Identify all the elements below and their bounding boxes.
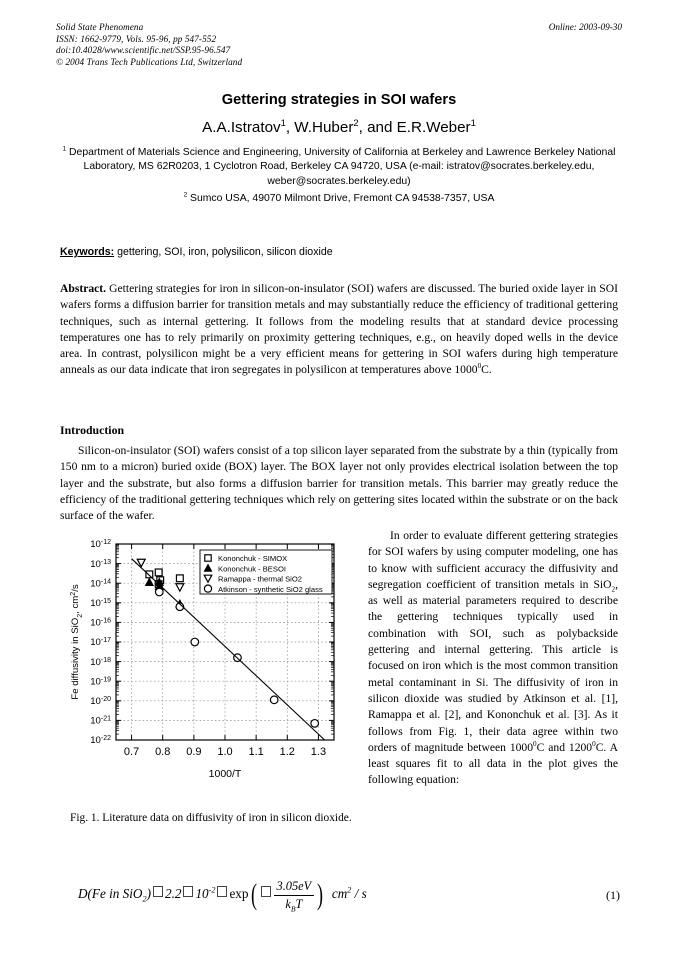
equation-lhs: D(Fe in SiO$_2$)	[78, 886, 151, 904]
data-point-marker	[155, 569, 162, 576]
equation-paren-open: (	[250, 878, 257, 911]
running-head	[56, 22, 622, 68]
equation-number: (1)	[606, 888, 620, 902]
missing-glyph-times	[183, 886, 193, 897]
y-tick-label: $10^{-20}$	[90, 695, 111, 707]
missing-glyph-times-2	[217, 886, 227, 897]
equation-units: $cm^2$ / s	[331, 885, 367, 902]
equation-power: $10^{-2}$	[195, 885, 216, 902]
page-title: Gettering strategies in SOI wafers	[221, 92, 457, 108]
equation-coefficient: 2.2	[164, 886, 182, 902]
affiliation-2: $^2$ Sumco USA, 49070 Milmont Drive, Fremont CA 94538-7357, USA	[183, 191, 495, 204]
data-point-marker	[176, 575, 183, 582]
keywords-line	[60, 246, 620, 258]
intro-paragraph: Silicon-on-insulator (SOI) wafers consist of a top silicon layer separated from the substrate by a thin (typically from 150 nm to a micron) buried oxide (BOX) layer. The BOX layer not only provides electrical isolation between the top layer and the substrate, but also forms a diffusion barrier for transition metals. This barrier may greatly reduce the efficiency of the traditional gettering techniques which rely on gettering sites located within the substrate or on the back surface of the wafer.	[60, 444, 618, 523]
right-column-paragraph: In order to evaluate different gettering strategies for SOI wafers by using computer modeling, one has to know with sufficient accuracy the diffusivity and segregation coefficient of transition metals in SiO$_2$, as well as material parameters required to describe the gettering techniques typically used in combination with SOI, such as polybackside gettering and internal gettering. This article is focused on iron which is the most common transition metal contaminant in Si. The diffusivity of iron in silicon dioxide was studied by Atkinson et al. [1], Ramappa et al. [2], and Kononchuk et al. [3]. As it follows from Fig. 1, their data agree within two orders of magnitude between 1000$^0$C and 1200$^0$C. A least squares fit to all data in the plot gives the following equation:	[368, 529, 618, 787]
y-tick-label: $10^{-12}$	[90, 538, 111, 551]
equation-numerator: 3.05eV	[274, 879, 315, 896]
y-axis-label: Fe diffusivity in SiO$_2$, $cm^2/s$	[69, 584, 84, 700]
issn-line: ISSN: 1662-9779, Vols. 95-96, pp 547-552	[56, 33, 217, 44]
legend-marker	[205, 555, 211, 561]
online-date: Online: 2003-09-30	[548, 22, 622, 32]
running-head-left	[56, 22, 242, 68]
affiliation-1: $^1$ Department of Materials Science and Engineering, University of California at Berkeley and Lawrence Berkeley National Laboratory, MS 62R0203, 1 Cyclotron Road, Berkeley CA 94720, USA (e-mail: istratov@socrates.berkeley.edu, weber@socrates.berkeley.edu)	[62, 145, 616, 187]
y-tick-label: $10^{-17}$	[90, 636, 111, 649]
doi-line: doi:10.4028/www.scientific.net/SSP.95-96.547	[56, 45, 231, 56]
copyright-line: © 2004 Trans Tech Publications Ltd, Switzerland	[56, 56, 243, 67]
missing-glyph-minus	[261, 886, 271, 897]
x-tick-label: 0.8	[155, 746, 171, 758]
equation-1	[78, 878, 367, 912]
y-tick-label: $10^{-18}$	[90, 656, 111, 668]
missing-glyph-equals	[153, 886, 163, 897]
figure-1	[64, 534, 354, 807]
data-point-marker	[155, 588, 163, 596]
x-tick-label: 1.1	[248, 746, 264, 758]
x-tick-label: 1.2	[279, 746, 295, 758]
y-tick-label: $10^{-13}$	[90, 558, 111, 570]
y-tick-label: $10^{-15}$	[90, 597, 111, 609]
equation-exp: exp	[229, 886, 249, 902]
y-tick-label: $10^{-22}$	[90, 734, 111, 747]
keywords-value: gettering, SOI, iron, polysilicon, silicon dioxide	[114, 246, 333, 258]
legend-label: Ramappa - thermal SiO2	[218, 574, 302, 584]
journal-name: Solid State Phenomena	[56, 22, 144, 32]
diffusivity-plot	[64, 534, 354, 802]
abstract-label: Abstract.	[60, 282, 107, 295]
y-tick-label: $10^{-16}$	[90, 617, 111, 629]
y-tick-label: $10^{-21}$	[90, 715, 111, 727]
x-tick-label: 1.0	[217, 746, 233, 758]
data-point-marker	[270, 696, 278, 704]
equation-fraction	[274, 879, 315, 912]
author-list: A.A.Istratov$^1$, W.Huber$^2$, and E.R.Weber$^1$	[202, 116, 476, 136]
x-tick-label: 1.3	[310, 746, 327, 758]
data-point-marker	[191, 638, 199, 646]
x-axis-label: 1000/T	[208, 768, 242, 780]
section-heading-introduction: Introduction	[60, 423, 125, 437]
figure-caption: Fig. 1. Literature data on diffusivity of iron in silicon dioxide.	[70, 812, 352, 824]
data-point-marker	[146, 571, 153, 578]
x-tick-label: 0.7	[123, 746, 140, 758]
x-tick-label: 0.9	[186, 746, 202, 758]
legend-label: Kononchuk - SIMOX	[218, 554, 288, 564]
data-point-marker	[311, 720, 319, 728]
legend-label: Kononchuk - BESOI	[218, 564, 286, 574]
equation-paren-close: )	[317, 878, 324, 911]
y-tick-label: $10^{-14}$	[90, 577, 111, 590]
equation-denominator: $k_BT$	[285, 896, 303, 913]
y-tick-label: $10^{-19}$	[90, 675, 111, 688]
abstract: Abstract. Gettering strategies for iron in silicon-on-insulator (SOI) wafers are discussed. The buried oxide layer in SOI wafers forms a diffusion barrier for transition metals and may substantially reduce the efficiency of traditional gettering techniques, such as internal gettering. It follows from the modeling results that at standard device processing temperatures one has to rely primarily on proximity gettering techniques, e.g., on heavily doped wells in the device area. In contrast, polysilicon might be a very efficient means for gettering in SOI wafers during high temperature anneals as our data indicate that iron segregates in polysilicon at temperatures above 1000$^0$C.	[60, 282, 618, 377]
legend-label: Atkinson - synthetic SiO2 glass	[218, 584, 323, 594]
keywords-label: Keywords:	[60, 246, 115, 258]
legend-marker	[204, 585, 211, 592]
chart-legend	[200, 550, 332, 594]
